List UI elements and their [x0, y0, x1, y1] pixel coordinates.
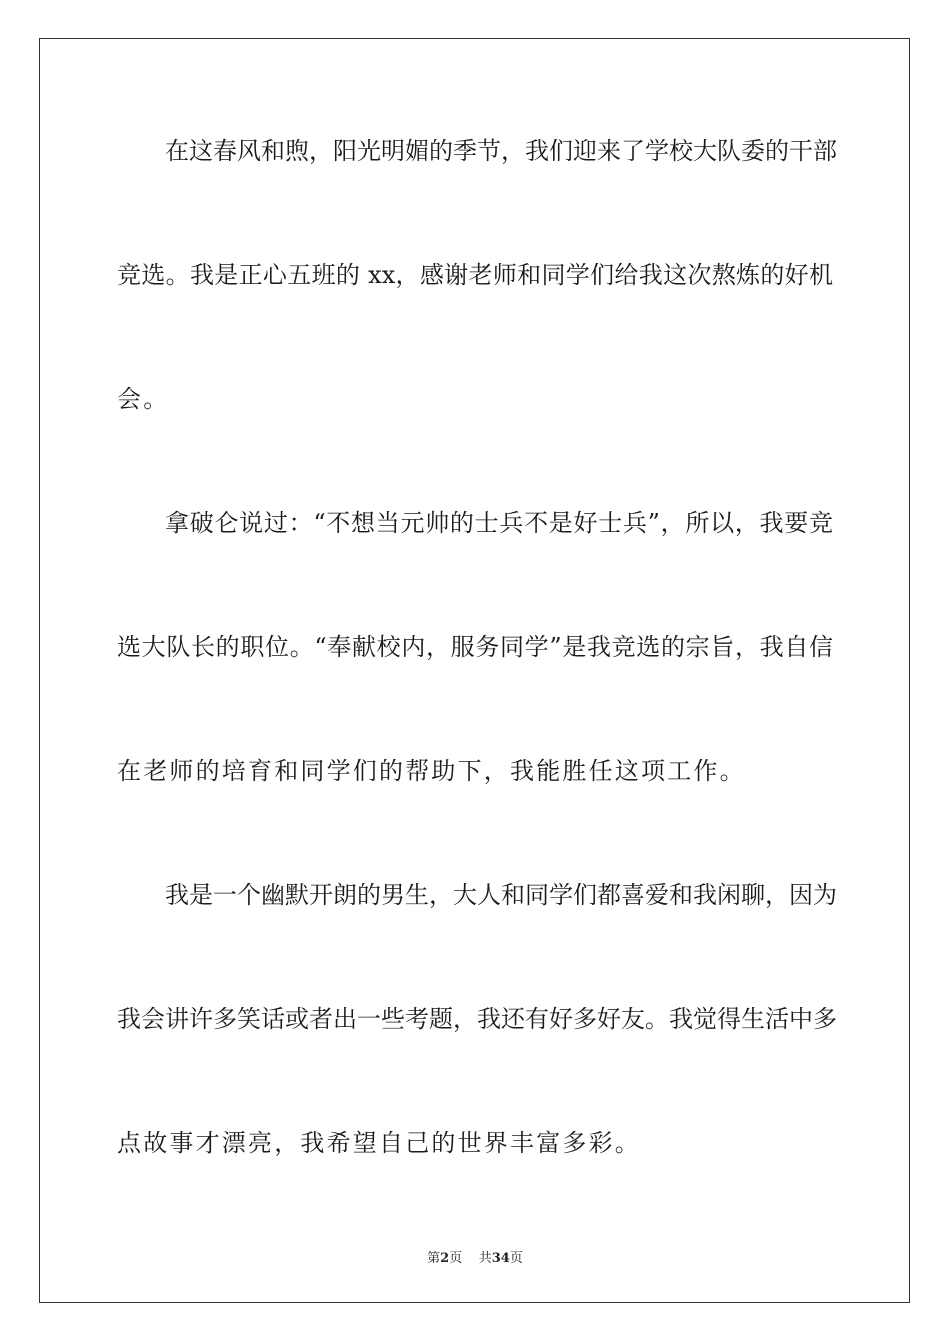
page-prefix: 第 [427, 1251, 441, 1266]
total-suffix: 页 [509, 1251, 523, 1266]
paragraph-2-line-3: 在老师的培育和同学们的帮助下，我能胜任这项工作。 [117, 757, 746, 785]
total-prefix: 共 [478, 1251, 492, 1266]
total-pages: 34 [491, 1251, 510, 1266]
page-number: 2 [440, 1251, 450, 1266]
paragraph-3-line-2: 我会讲许多笑话或者出一些考题，我还有好多好友。我觉得生活中多 [117, 1005, 837, 1033]
paragraph-1-line-3: 会。 [117, 385, 170, 413]
page-border [39, 38, 910, 1303]
paragraph-3-line-1: 我是一个幽默开朗的男生，大人和同学们都喜爱和我闲聊，因为 [165, 881, 837, 909]
paragraph-3-line-3: 点故事才漂亮，我希望自己的世界丰富多彩。 [117, 1129, 641, 1157]
paragraph-1-line-1: 在这春风和煦，阳光明媚的季节，我们迎来了学校大队委的干部 [165, 137, 837, 165]
paragraph-1-line-2: 竞选。我是正心五班的 xx，感谢老师和同学们给我这次熬炼的好机 [117, 261, 833, 289]
paragraph-2-line-2: 选大队长的职位。“奉献校内，服务同学”是我竞选的宗旨，我自信 [117, 633, 833, 661]
page-footer [0, 1247, 950, 1266]
paragraph-2-line-1: 拿破仑说过：“不想当元帅的士兵不是好士兵”，所以，我要竞 [165, 509, 833, 537]
page-suffix: 页 [449, 1251, 463, 1266]
